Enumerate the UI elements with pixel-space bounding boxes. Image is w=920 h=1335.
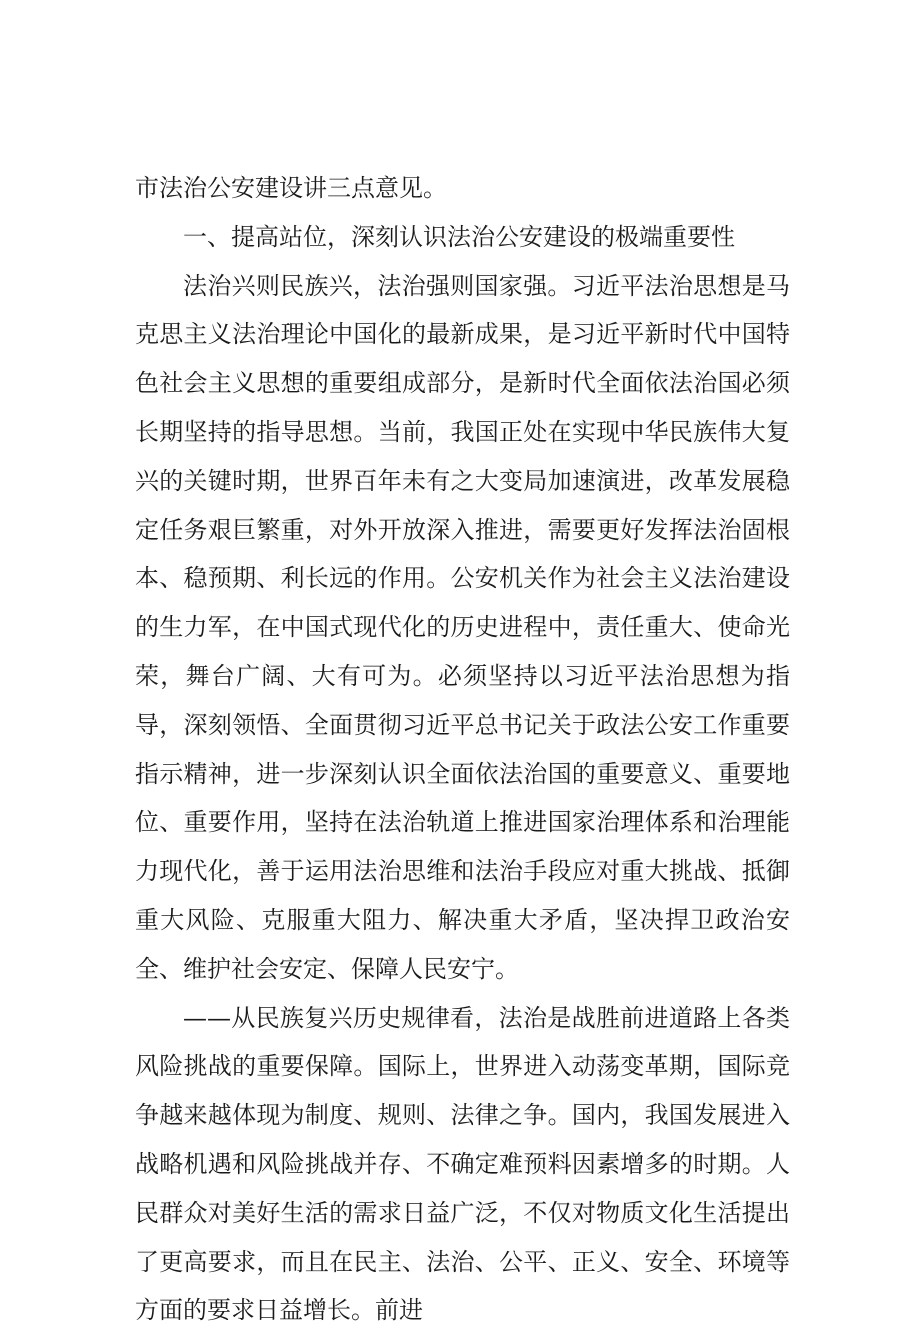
paragraph-national-rejuvenation: ——从民族复兴历史规律看，法治是战胜前进道路上各类风险挑战的重要保障。国际上，世界进入动荡变革期，国际竞争越来越体现为制度、规则、法律之争。国内，我国发展进入战略机遇和风险挑战并存、不确定难预料因素增多的时期。人民群众对美好生活的需求日益广泛，不仅对物质文化生活提出了更高要求，而且在民主、法治、公平、正义、安全、环境等方面的要求日益增长。前进 xyxy=(135,1003,790,1325)
document-body xyxy=(135,164,790,1335)
section-heading-1: 一、提高站位，深刻认识法治公安建设的极端重要性 xyxy=(183,222,735,251)
paragraph-rule-of-law: 法治兴则民族兴，法治强则国家强。习近平法治思想是马克思主义法治理论中国化的最新成果，是习近平新时代中国特色社会主义思想的重要组成部分，是新时代全面依法治国必须长期坚持的指导思想。当前，我国正处在实现中华民族伟大复兴的关键时期，世界百年未有之大变局加速演进，改革发展稳定任务艰巨繁重，对外开放深入推进，需要更好发挥法治固根本、稳预期、利长远的作用。公安机关作为社会主义法治建设的生力军，在中国式现代化的历史进程中，责任重大、使命光荣，舞台广阔、大有可为。必须坚持以习近平法治思想为指导，深刻领悟、全面贯彻习近平总书记关于政法公安工作重要指示精神，进一步深刻认识全面依法治国的重要意义、重要地位、重要作用，坚持在法治轨道上推进国家治理体系和治理能力现代化，善于运用法治思维和法治手段应对重大挑战、抵御重大风险、克服重大阻力、解决重大矛盾，坚决捍卫政治安全、维护社会安定、保障人民安宁。 xyxy=(135,271,790,983)
paragraph-intro-continuation: 市法治公安建设讲三点意见。 xyxy=(135,174,447,202)
